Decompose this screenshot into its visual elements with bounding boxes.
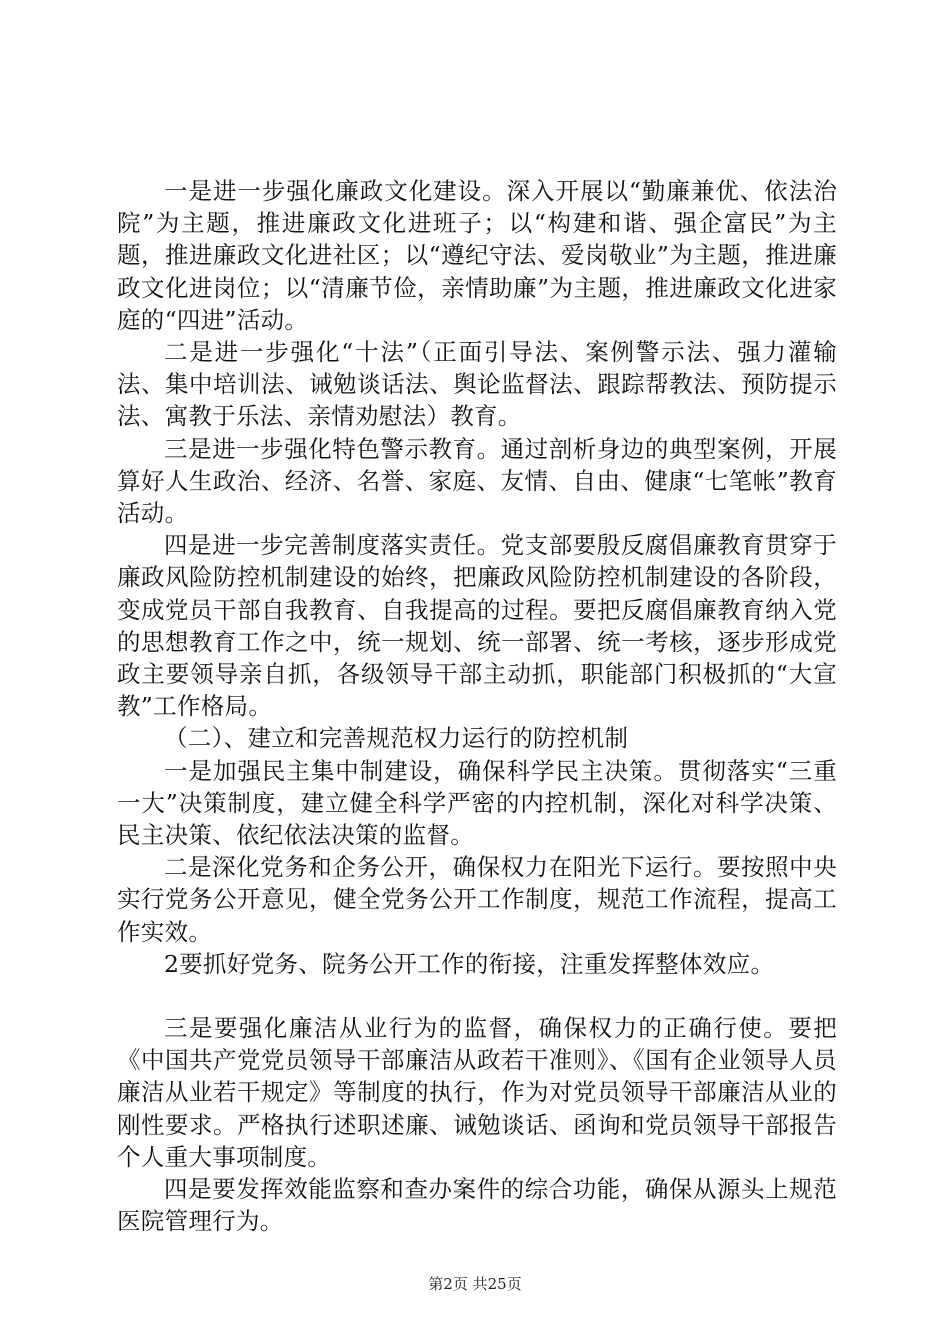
document-body (117, 175, 837, 1238)
paragraph-culture-building: 一是进一步强化廉政文化建设。深入开展以“勤廉兼优、依法治院”为主题，推进廉政文化进班子；以“构建和谐、强企富民”为主题，推进廉政文化进社区；以“遵纪守法、爱岗敬业”为主题，推进廉政文化进岗位；以“清廉节俭，亲情助廉”为主题，推进廉政文化进家庭的“四进”活动。 (117, 177, 837, 334)
page-number-footer: 第2页 共25页 (428, 1275, 522, 1293)
paragraph-democratic-centralism: 一是加强民主集中制建设，确保科学民主决策。贯彻落实“三重一大”决策制度，建立健全科学严密的内控机制，深化对科学决策、民主决策、依纪依法决策的监督。 (117, 756, 837, 850)
paragraph-system-responsibility: 四是进一步完善制度落实责任。党支部要殷反腐倡廉教育贯穿于廉政风险防控机制建设的始终，把廉政风险防控机制建设的各阶段，变成党员干部自我教育、自我提高的过程。要把反腐倡廉教育纳入党的思想教育工作之中，统一规划、统一部署、统一考核，逐步形成党政主要领导亲自抓，各级领导干部主动抓，职能部门积极抓的“大宣教”工作格局。 (117, 531, 837, 721)
paragraph-affairs-disclosure: 二是深化党务和企务公开，确保权力在阳光下运行。要按照中央实行党务公开意见，健全党务公开工作制度，规范工作流程，提高工作实效。 (117, 853, 837, 946)
paragraph-disclosure-linkage: 2要抓好党务、院务公开工作的衔接，注重发挥整体效应。 (164, 949, 775, 978)
paragraph-ten-methods: 二是进一步强化“十法”（正面引导法、案例警示法、强力灌输法、集中培训法、诫勉谈话法、舆论监督法、跟踪帮教法、预防提示法、寓教于乐法、亲情劝慰法）教育。 (117, 338, 837, 431)
paragraph-integrity-supervision: 三是要强化廉洁从业行为的监督，确保权力的正确行使。要把《中国共产党党员领导干部廉洁从政若干准则》、《国有企业领导人员廉洁从业若干规定》等制度的执行，作为对党员领导干部廉洁从业的刚性要求。严格执行述职述廉、诫勉谈话、函询和党员领导干部报告个人重大事项制度。 (117, 1014, 837, 1171)
paragraph-efficiency-supervision: 四是要发挥效能监察和查办案件的综合功能，确保从源头上规范医院管理行为。 (117, 1175, 837, 1236)
paragraph-warning-education: 三是进一步强化特色警示教育。通过剖析身边的典型案例，开展算好人生政治、经济、名誉、家庭、友情、自由、健康“七笔帐”教育活动。 (117, 434, 837, 528)
section-heading: （二）、建立和完善规范权力运行的防控机制 (164, 724, 629, 753)
